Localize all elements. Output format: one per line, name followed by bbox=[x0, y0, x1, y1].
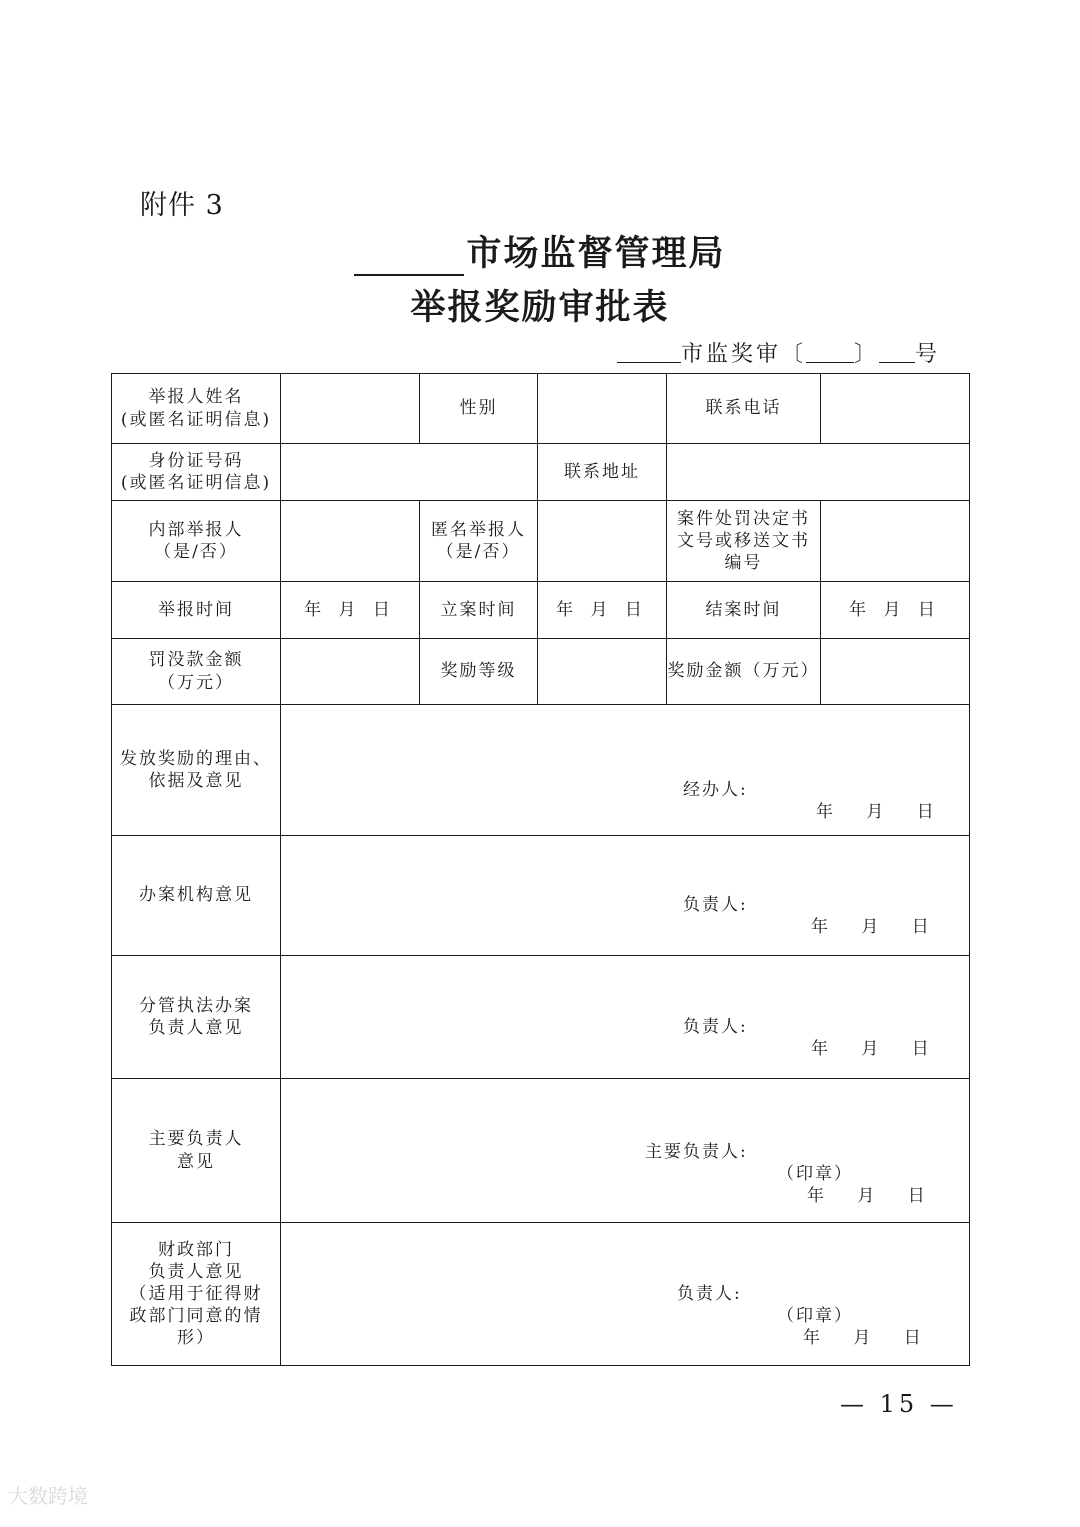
report-time-field[interactable]: 年 月 日 bbox=[281, 582, 420, 639]
finance-seal: （印章） bbox=[777, 1306, 853, 1326]
deputy-opinion-field[interactable] bbox=[281, 956, 970, 1079]
deputy-date: 年 月 日 bbox=[811, 1039, 933, 1059]
fine-amount-label: 罚没款金额 （万元） bbox=[112, 639, 281, 705]
case-agency-opinion-field[interactable] bbox=[281, 836, 970, 956]
handler-date: 年 月 日 bbox=[816, 802, 938, 822]
deputy-opinion-label: 分管执法办案 负责人意见 bbox=[112, 956, 281, 1079]
form-title-line2: 举报奖励审批表 bbox=[410, 287, 670, 328]
table-row bbox=[112, 582, 970, 639]
case-document-field[interactable] bbox=[821, 501, 970, 582]
principal-opinion-field[interactable] bbox=[281, 1079, 970, 1223]
document-number bbox=[617, 337, 940, 368]
reward-amount-field[interactable] bbox=[821, 639, 970, 705]
close-time-label: 结案时间 bbox=[667, 582, 821, 639]
attachment-label: 附件 3 bbox=[140, 190, 224, 221]
internal-reporter-label: 内部举报人 （是/否） bbox=[112, 501, 281, 582]
agency-name-blank[interactable] bbox=[354, 236, 464, 276]
reward-reason-label: 发放奖励的理由、 依据及意见 bbox=[112, 705, 281, 836]
watermark: 大数跨境 bbox=[8, 1486, 88, 1508]
reward-reason-field[interactable] bbox=[281, 705, 970, 836]
approval-form-table-main bbox=[111, 373, 970, 1366]
table-row bbox=[112, 444, 970, 501]
handler-signature: 经办人: bbox=[683, 780, 748, 800]
table-row bbox=[112, 956, 970, 1079]
agency-head-date: 年 月 日 bbox=[811, 917, 933, 937]
fine-amount-field[interactable] bbox=[281, 639, 420, 705]
title-agency-text: 市场监督管理局 bbox=[466, 233, 726, 274]
doc-number-blank-3[interactable] bbox=[879, 340, 915, 363]
id-number-field[interactable] bbox=[281, 444, 538, 501]
filing-time-field[interactable]: 年 月 日 bbox=[538, 582, 667, 639]
principal-opinion-label: 主要负责人 意见 bbox=[112, 1079, 281, 1223]
address-label: 联系地址 bbox=[538, 444, 667, 501]
finance-opinion-label: 财政部门 负责人意见 （适用于征得财 政部门同意的情 形） bbox=[112, 1223, 281, 1366]
gender-field[interactable] bbox=[538, 374, 667, 444]
form-title-line1 bbox=[0, 226, 1080, 276]
anonymous-reporter-label: 匿名举报人 （是/否） bbox=[420, 501, 538, 582]
table-row bbox=[112, 1223, 970, 1366]
report-time-label: 举报时间 bbox=[112, 582, 281, 639]
finance-date: 年 月 日 bbox=[803, 1328, 925, 1348]
internal-reporter-field[interactable] bbox=[281, 501, 420, 582]
agency-head-signature: 负责人: bbox=[683, 895, 748, 915]
deputy-signature: 负责人: bbox=[683, 1017, 748, 1037]
id-number-label: 身份证号码 (或匿名证明信息) bbox=[112, 444, 281, 501]
address-field[interactable] bbox=[667, 444, 970, 501]
table-row bbox=[112, 374, 970, 444]
doc-number-mid: 〕 bbox=[853, 342, 879, 367]
reporter-name-label: 举报人姓名 (或匿名证明信息) bbox=[112, 374, 281, 444]
filing-time-label: 立案时间 bbox=[420, 582, 538, 639]
page-number: — 15 — bbox=[840, 1390, 958, 1418]
reward-level-field[interactable] bbox=[538, 639, 667, 705]
table-row bbox=[112, 1079, 970, 1223]
anonymous-reporter-field[interactable] bbox=[538, 501, 667, 582]
case-document-label: 案件处罚决定书 文号或移送文书 编号 bbox=[667, 501, 821, 582]
principal-seal: （印章） bbox=[777, 1164, 853, 1184]
table-row bbox=[112, 705, 970, 836]
table-row bbox=[112, 836, 970, 956]
case-agency-opinion-label: 办案机构意见 bbox=[112, 836, 281, 956]
reporter-name-field[interactable] bbox=[281, 374, 420, 444]
principal-date: 年 月 日 bbox=[807, 1186, 929, 1206]
finance-opinion-field[interactable] bbox=[281, 1223, 970, 1366]
phone-field[interactable] bbox=[821, 374, 970, 444]
close-time-field[interactable]: 年 月 日 bbox=[821, 582, 970, 639]
doc-number-prefix: 市监奖审〔 bbox=[680, 342, 806, 367]
reward-amount-label: 奖励金额（万元） bbox=[667, 639, 821, 705]
doc-number-suffix: 号 bbox=[914, 342, 940, 367]
gender-label: 性别 bbox=[420, 374, 538, 444]
reward-level-label: 奖励等级 bbox=[420, 639, 538, 705]
principal-signature: 主要负责人: bbox=[645, 1142, 748, 1162]
finance-signature: 负责人: bbox=[677, 1284, 742, 1304]
table-row bbox=[112, 501, 970, 582]
phone-label: 联系电话 bbox=[667, 374, 821, 444]
table-row bbox=[112, 639, 970, 705]
doc-number-blank-2[interactable] bbox=[806, 340, 854, 363]
doc-number-blank-1[interactable] bbox=[617, 340, 681, 363]
